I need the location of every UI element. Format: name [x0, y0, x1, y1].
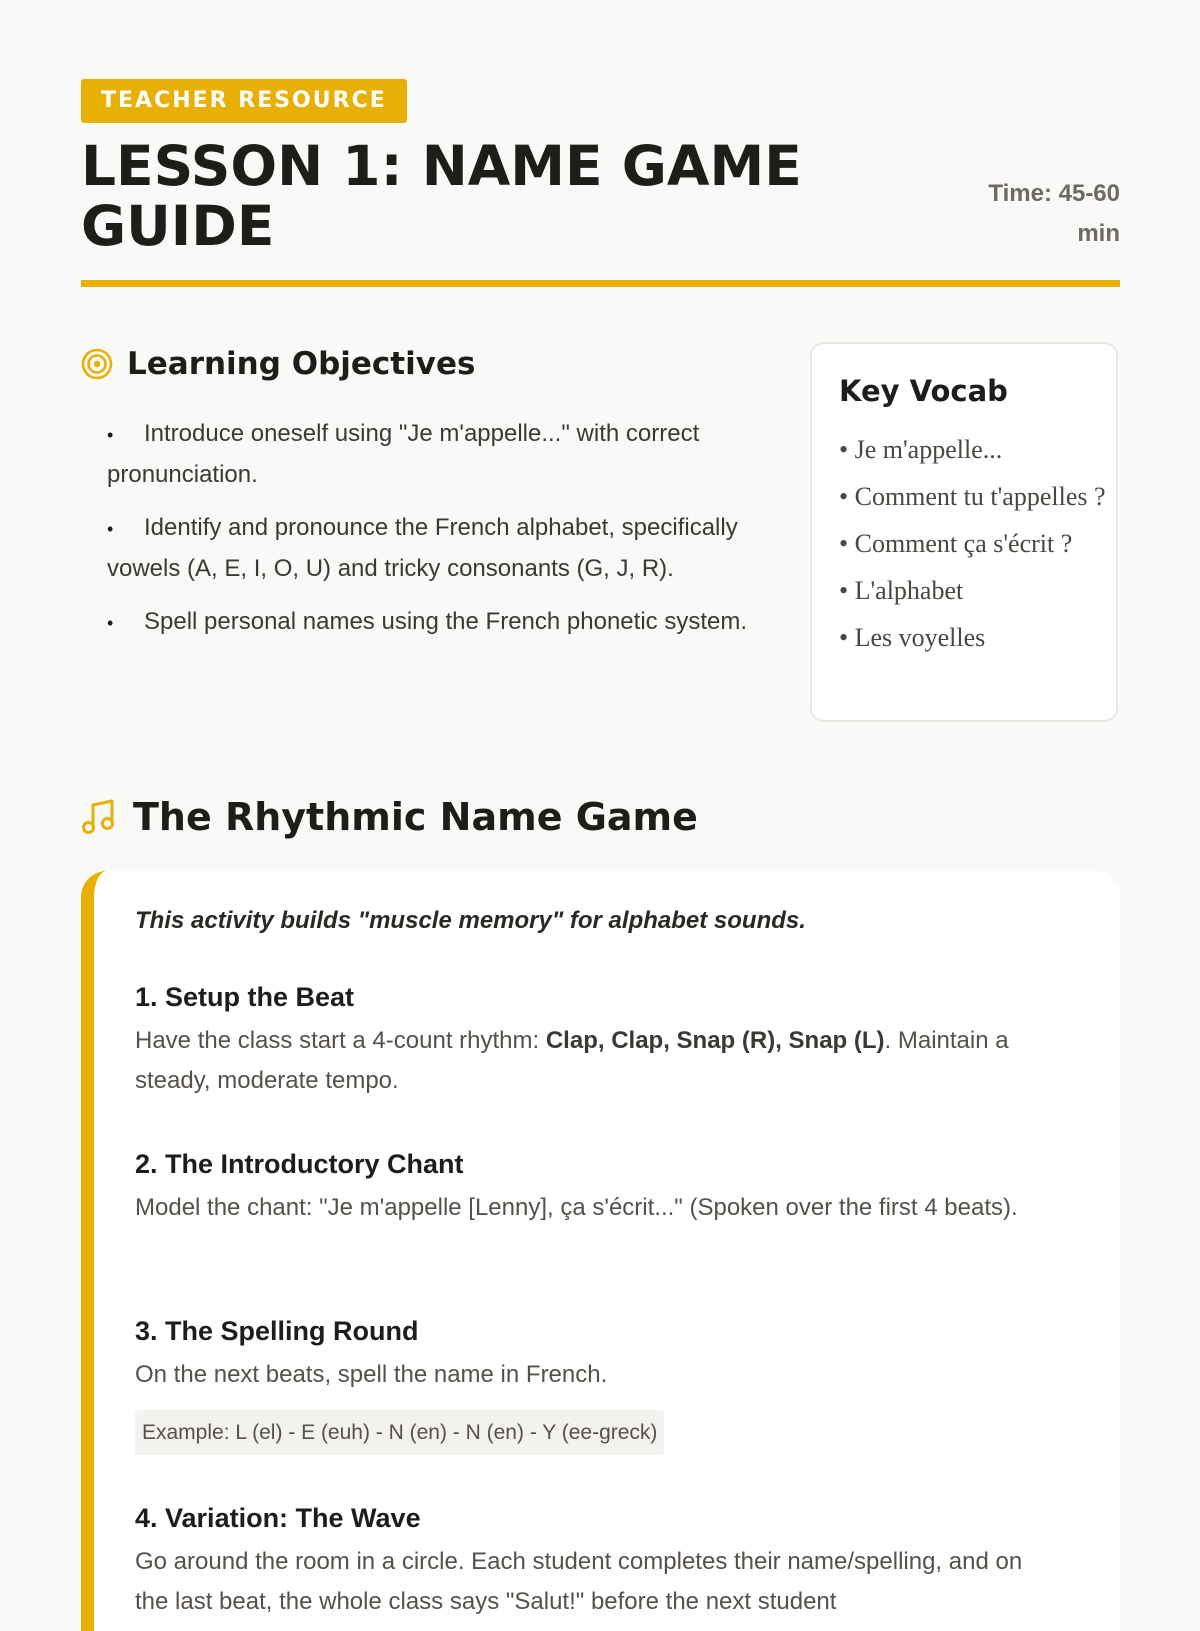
spelling-example: Example: L (el) - E (euh) - N (en) - N (en) - Y (ee-greck): [135, 1410, 664, 1455]
vocab-item: • Comment tu t'appelles ?: [839, 482, 1106, 511]
step-title: 4. Variation: The Wave: [135, 1503, 421, 1533]
objectives-title: Learning Objectives: [127, 346, 476, 382]
vocab-item: • Je m'appelle...: [839, 435, 1003, 464]
activity-intro: This activity builds "muscle memory" for alphabet sounds.: [135, 907, 806, 934]
step-title: 2. The Introductory Chant: [135, 1149, 464, 1179]
list-item: • Identify and pronounce the French alphabet, specifically vowels (A, E, I, O, U) and tricky consonants (G, J, R).: [107, 508, 757, 589]
bullet: •: [107, 425, 114, 445]
step-text: Go around the room in a circle. Each student completes their name/spelling, and on the last beat, the whole class says "Salut!" before the next student: [135, 1548, 1023, 1615]
vocab-list: [839, 430, 1107, 665]
list-item: • Introduce oneself using "Je m'appelle..." with correct pronunciation.: [107, 414, 757, 495]
step-title: 1. Setup the Beat: [135, 982, 355, 1012]
game-heading: [81, 791, 698, 843]
key-vocab-card: [810, 342, 1118, 722]
target-icon: [81, 348, 113, 380]
vocab-title: Key Vocab: [839, 374, 1008, 408]
step-spelling-round: [135, 1313, 1035, 1455]
step-text: Have the class start a 4-count rhythm: Clap, Clap, Snap (R), Snap (L). Maintain a steady, moderate tempo.: [135, 1027, 1009, 1094]
game-steps-card: [81, 871, 1120, 1631]
step-text: On the next beats, spell the name in French.: [135, 1361, 608, 1388]
step-text: Model the chant: "Je m'appelle [Lenny], ça s'écrit..." (Spoken over the first 4 beats).: [135, 1194, 1018, 1221]
header-divider: [81, 280, 1120, 287]
bullet: •: [107, 519, 114, 539]
objectives-list: [107, 414, 757, 656]
list-item: • Spell personal names using the French phonetic system.: [107, 602, 757, 643]
vocab-item: • Les voyelles: [839, 623, 986, 652]
objectives-heading: [81, 340, 475, 388]
vocab-item: • L'alphabet: [839, 576, 964, 605]
page-title: LESSON 1: NAME GAME GUIDE: [81, 134, 802, 258]
lesson-page: [81, 0, 1120, 1615]
vocab-item: • Comment ça s'écrit ?: [839, 529, 1073, 558]
step-setup-beat: [135, 979, 1035, 1101]
step-introductory-chant: [135, 1146, 1035, 1228]
game-title: The Rhythmic Name Game: [133, 795, 698, 839]
step-variation-wave: [135, 1500, 1035, 1622]
music-note-icon: [81, 798, 117, 836]
step-title: 3. The Spelling Round: [135, 1316, 419, 1346]
bullet: •: [107, 613, 114, 633]
resource-badge: TEACHER RESOURCE: [81, 79, 407, 123]
lesson-duration: Time: 45-60 min: [988, 180, 1120, 247]
